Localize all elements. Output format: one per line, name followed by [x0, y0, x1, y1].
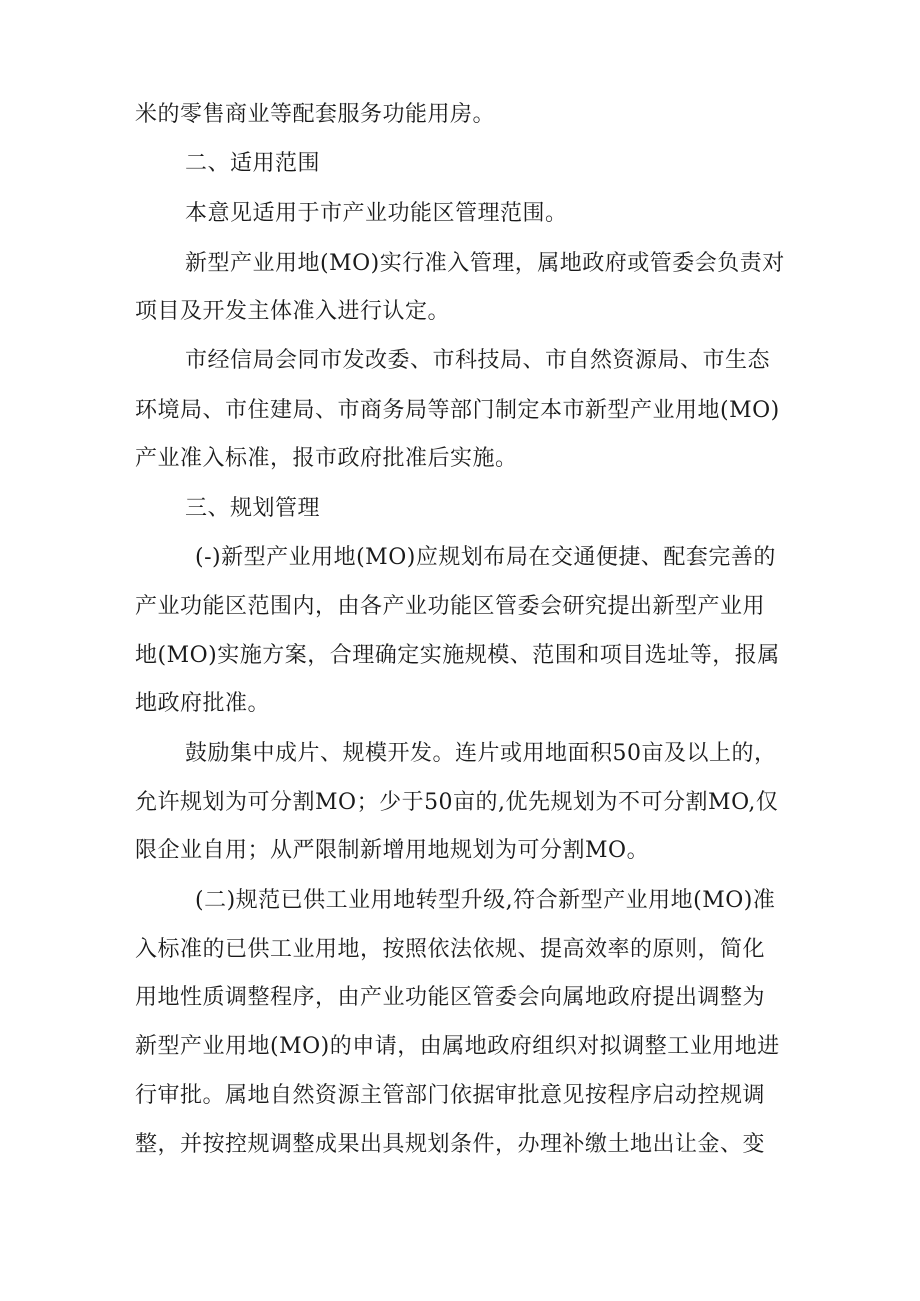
text-line: 整，并按控规调整成果出具规划条件，办理补缴土地出让金、变 — [135, 1132, 766, 1157]
text-line: (二)规范已供工业用地转型升级,符合新型产业用地(MO)准 — [195, 888, 776, 913]
text-line: 产业准入标准，报市政府批准后实施。 — [135, 446, 518, 471]
text-line: 允许规划为可分割MO；少于50亩的,优先规划为不可分割MO,仅 — [135, 790, 779, 815]
text-line: 产业功能区范围内，由各产业功能区管委会研究提出新型产业用 — [135, 594, 766, 619]
text-line: 本意见适用于市产业功能区管理范围。 — [185, 201, 568, 226]
text-line: (-)新型产业用地(MO)应规划布局在交通便捷、配套完善的 — [195, 545, 776, 570]
text-line: 新型产业用地(MO)实行准入管理，属地政府或管委会负责对 — [185, 251, 785, 276]
text-line: 米的零售商业等配套服务功能用房。 — [135, 102, 496, 127]
text-line: 入标准的已供工业用地，按照依法依规、提高效率的原则，简化 — [135, 937, 766, 962]
text-line: 新型产业用地(MO)的申请，由属地政府组织对拟调整工业用地进 — [135, 1034, 780, 1059]
section-heading: 二、适用范围 — [185, 151, 321, 176]
text-line: 项目及开发主体准入进行认定。 — [135, 299, 451, 324]
text-line: 鼓励集中成片、规模开发。连片或用地面积50亩及以上的， — [185, 741, 777, 766]
text-line: 地政府批准。 — [135, 691, 271, 716]
text-line: 地(MO)实施方案，合理确定实施规模、范围和项目选址等，报属 — [135, 643, 780, 668]
text-line: 环境局、市住建局、市商务局等部门制定本市新型产业用地(MO) — [135, 398, 780, 423]
text-line: 市经信局会同市发改委、市科技局、市自然资源局、市生态 — [185, 348, 771, 373]
text-line: 行审批。属地自然资源主管部门依据审批意见按程序启动控规调 — [135, 1083, 766, 1108]
section-heading: 三、规划管理 — [185, 496, 321, 521]
text-line: 用地性质调整程序，由产业功能区管委会向属地政府提出调整为 — [135, 985, 766, 1010]
text-line: 限企业自用；从严限制新增用地规划为可分割MO。 — [135, 838, 650, 863]
